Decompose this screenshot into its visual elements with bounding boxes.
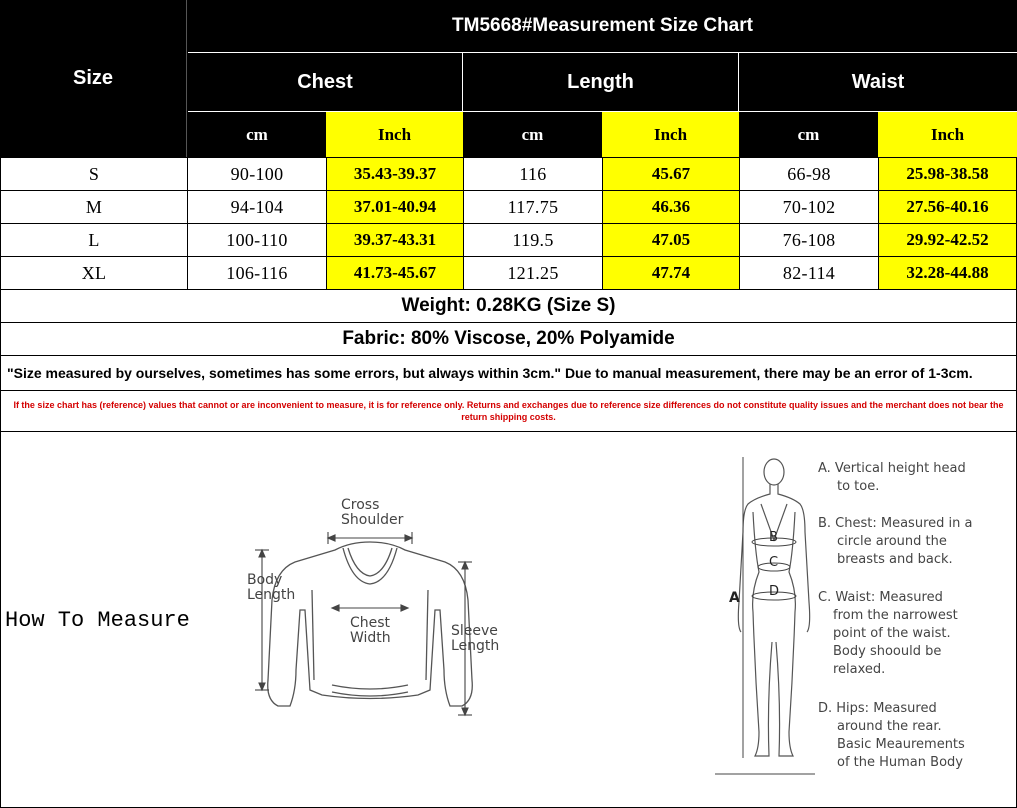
size-label: L (88, 229, 100, 250)
body-length-label (247, 573, 295, 603)
cell-value: 46.36 (651, 197, 691, 216)
size-label: S (88, 163, 100, 184)
table-cell (878, 256, 1017, 290)
unit-header-length-inch (602, 112, 739, 157)
legend-line: B. Chest: Measured in a (818, 516, 973, 531)
unit-label: cm (797, 124, 820, 144)
legend-line: Body shoould be (833, 644, 942, 659)
legend-line: from the narrowest (833, 608, 958, 623)
legend-item-d (818, 700, 965, 772)
cell-value: 32.28-44.88 (906, 263, 989, 282)
letter: D (769, 584, 780, 599)
cell-value: 25.98-38.58 (906, 164, 989, 183)
body-outline (738, 459, 809, 756)
cell-value: 90-100 (230, 163, 284, 184)
cell-value: 29.92-42.52 (906, 230, 989, 249)
table-cell (187, 190, 327, 224)
measurement-note-text: "Size measured by ourselves, sometimes has some errors, but always within 3cm." Due to manual measurement, there may be an error of 1-3cm. (7, 365, 973, 381)
table-cell (326, 157, 464, 191)
chart-title (188, 0, 1017, 53)
body-letter-c (769, 555, 778, 570)
cell-value: 35.43-39.37 (353, 164, 437, 183)
legend-line: Basic Meaurements (837, 737, 965, 752)
fabric-text: Fabric: 80% Viscose, 20% Polyamide (342, 328, 675, 349)
cell-value: 27.56-40.16 (906, 197, 989, 216)
chart-title-text: TM5668#Measurement Size Chart (452, 15, 753, 36)
table-cell (463, 190, 603, 224)
how-to-measure-label (5, 608, 190, 633)
legend-line: D. Hips: Measured (818, 701, 937, 716)
table-cell (463, 157, 603, 191)
table-row-size-cell (0, 223, 188, 257)
weight-row (0, 289, 1017, 323)
group-header-length (463, 53, 739, 112)
cell-value: 119.5 (512, 229, 554, 250)
table-cell (463, 256, 603, 290)
label-line: Length (451, 638, 500, 654)
label-line: Length (247, 587, 296, 603)
unit-header-chest-inch (326, 112, 463, 157)
letter: B (769, 530, 778, 545)
table-cell (602, 190, 740, 224)
cross-shoulder-label (341, 498, 403, 528)
label-line: Sleeve (451, 623, 498, 639)
table-cell (878, 157, 1017, 191)
letter: C (769, 555, 779, 570)
table-row-size-cell (0, 190, 188, 224)
cell-value: 100-110 (226, 229, 288, 250)
chest-width-label (350, 616, 391, 646)
cell-value: 116 (519, 163, 547, 184)
body-figure-diagram (715, 452, 815, 782)
table-cell (602, 256, 740, 290)
group-header-waist-label: Waist (851, 70, 905, 93)
legend-line: C. Waist: Measured (818, 590, 943, 605)
cell-value: 94-104 (230, 196, 284, 217)
legend-line: point of the waist. (833, 626, 951, 641)
body-letter-a (729, 590, 740, 606)
unit-label: cm (521, 124, 544, 144)
group-header-chest-label: Chest (297, 70, 353, 93)
table-cell (878, 223, 1017, 257)
cell-value: 70-102 (782, 196, 836, 217)
group-header-waist (739, 53, 1017, 112)
legend-item-c (818, 589, 958, 679)
legend-item-b (818, 515, 972, 569)
measurement-note-row (0, 355, 1017, 391)
unit-header-chest-cm (188, 112, 326, 157)
legend-line: around the rear. (837, 719, 942, 734)
unit-header-waist-cm (739, 112, 878, 157)
cell-value: 106-116 (226, 262, 288, 283)
table-cell (463, 223, 603, 257)
legend-line: to toe. (837, 479, 880, 494)
unit-label: Inch (377, 124, 412, 144)
unit-label: cm (246, 124, 268, 144)
table-cell (326, 190, 464, 224)
unit-header-waist-inch (878, 112, 1017, 157)
size-header (0, 0, 187, 157)
table-cell (187, 223, 327, 257)
group-header-length-label: Length (567, 70, 634, 93)
table-row-size-cell (0, 157, 188, 191)
legend-line: circle around the (837, 534, 947, 549)
size-label: M (85, 196, 103, 217)
legend-line: A. Vertical height head (818, 461, 966, 476)
label-line: Chest (350, 615, 391, 631)
legend-line: breasts and back. (837, 552, 953, 567)
table-row-size-cell (0, 256, 188, 290)
cell-value: 41.73-45.67 (353, 263, 437, 282)
legend-line: of the Human Body (837, 755, 963, 770)
unit-label: Inch (930, 124, 965, 144)
table-cell (602, 223, 740, 257)
unit-label: Inch (653, 124, 688, 144)
cell-value: 76-108 (782, 229, 836, 250)
table-cell (602, 157, 740, 191)
table-cell (878, 190, 1017, 224)
warning-row (0, 390, 1017, 432)
table-cell (739, 157, 879, 191)
table-cell (187, 256, 327, 290)
weight-text: Weight: 0.28KG (Size S) (401, 295, 616, 316)
warning-text: If the size chart has (reference) values that cannot or are inconvenient to measure, it is for reference only. Returns and exchanges due to reference size differences do not constitute quality issues and the merchant does not bear the return shipping costs. (13, 400, 1004, 422)
legend-item-a (818, 460, 966, 496)
unit-header-length-cm (463, 112, 602, 157)
legend-line: relaxed. (833, 662, 886, 677)
table-cell (739, 223, 879, 257)
cell-value: 45.67 (651, 164, 691, 183)
cell-value: 39.37-43.31 (353, 230, 437, 249)
letter: A (729, 590, 740, 606)
body-letter-b (769, 530, 778, 545)
cell-value: 47.74 (651, 263, 691, 282)
table-cell (739, 256, 879, 290)
table-cell (739, 190, 879, 224)
label-line: Cross (341, 497, 380, 513)
fabric-row (0, 322, 1017, 356)
label-line: Shoulder (341, 512, 404, 528)
size-header-label: Size (72, 67, 114, 89)
sleeve-length-label (451, 624, 499, 654)
label-line: Width (350, 630, 391, 646)
cell-value: 37.01-40.94 (353, 197, 437, 216)
how-to-measure-text: How To Measure (5, 608, 190, 633)
body-letter-d (769, 584, 779, 599)
cell-value: 117.75 (507, 196, 559, 217)
cell-value: 82-114 (782, 262, 836, 283)
cell-value: 47.05 (651, 230, 691, 249)
table-cell (187, 157, 327, 191)
cell-value: 66-98 (787, 163, 831, 184)
table-cell (326, 223, 464, 257)
table-cell (326, 256, 464, 290)
cell-value: 121.25 (507, 262, 559, 283)
label-line: Body (247, 572, 283, 588)
group-header-chest (188, 53, 463, 112)
size-label: XL (81, 262, 107, 283)
